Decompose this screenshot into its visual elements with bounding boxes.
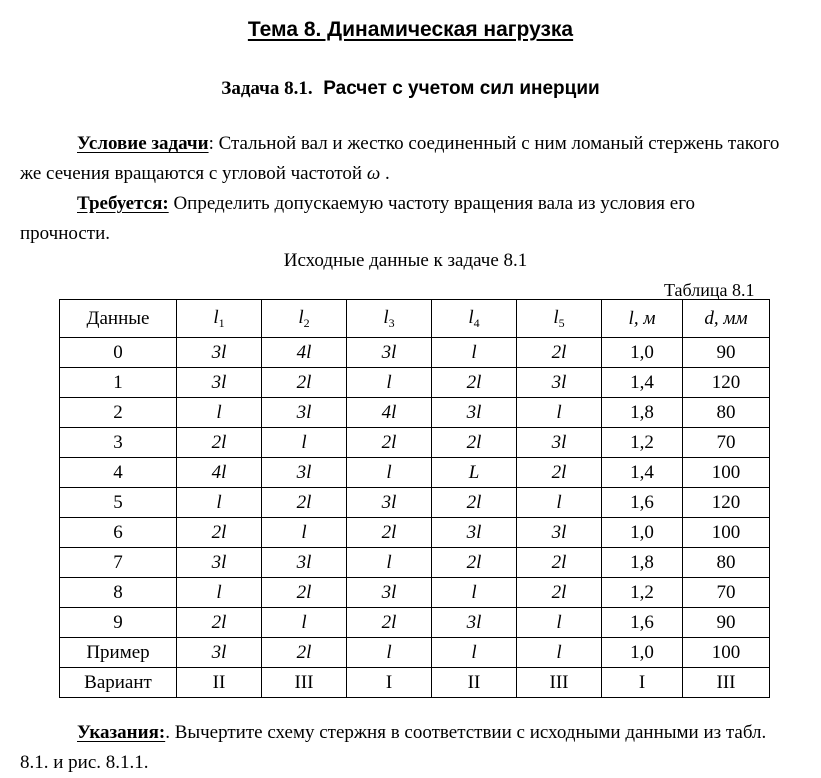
table-cell: 3l: [432, 608, 517, 638]
table-cell: 3l: [262, 458, 347, 488]
table-cell: 3l: [177, 638, 262, 668]
table-cell: 80: [683, 548, 770, 578]
input-data-table: [59, 299, 770, 698]
task-name: Расчет с учетом сил инерции: [323, 78, 600, 99]
table-cell: 2l: [517, 458, 602, 488]
table-cell: l: [262, 428, 347, 458]
table-cell: 3l: [262, 398, 347, 428]
table-cell: l: [262, 608, 347, 638]
table-body: [60, 338, 770, 698]
table-cell: I: [347, 668, 432, 698]
header-l-m: l, м: [602, 300, 683, 338]
table-cell: 2l: [177, 608, 262, 638]
table-cell: l: [177, 398, 262, 428]
table-row: [60, 338, 770, 368]
table-cell: 100: [683, 518, 770, 548]
table-cell: 4l: [177, 458, 262, 488]
table-cell: l: [432, 578, 517, 608]
table-cell: 1,4: [602, 458, 683, 488]
table-cell: III: [517, 668, 602, 698]
table-caption: Исходные данные к задаче 8.1: [283, 250, 528, 271]
table-cell: 100: [683, 458, 770, 488]
table-cell: 2l: [432, 428, 517, 458]
table-cell: 70: [683, 578, 770, 608]
table-cell: 2l: [347, 518, 432, 548]
table-cell: l: [517, 608, 602, 638]
table-cell: l: [177, 578, 262, 608]
row-label-cell: 8: [60, 578, 177, 608]
requirement-text: Определить допускаемую частоту вращения вала из условия его прочности.: [20, 193, 696, 244]
table-cell: l: [347, 368, 432, 398]
condition-label: Условие задачи: [77, 133, 209, 154]
condition-text: : Стальной вал и жестко соединенный с ним ломаный стержень такого же сечения вращаются с угловой частотой: [20, 133, 780, 184]
table-cell: 3l: [517, 518, 602, 548]
condition-paragraph: [20, 129, 780, 189]
condition-end: .: [380, 163, 390, 184]
topic-title: Тема 8. Динамическая нагрузка: [247, 18, 574, 41]
table-cell: 100: [683, 638, 770, 668]
table-cell: 2l: [262, 578, 347, 608]
table-cell: 1,6: [602, 488, 683, 518]
instructions-text: . Вычертите схему стержня в соответствии с исходными данными из табл. 8.1. и рис. 8.1.1.: [20, 722, 767, 773]
table-number: Таблица 8.1: [664, 280, 755, 300]
row-label-cell: 7: [60, 548, 177, 578]
table-cell: 1,0: [602, 518, 683, 548]
table-cell: 3l: [177, 548, 262, 578]
instructions-label: Указания:: [77, 722, 166, 743]
task-number: Задача 8.1.: [221, 78, 313, 99]
row-label-cell: Вариант: [60, 668, 177, 698]
table-row: [60, 428, 770, 458]
table-cell: 1,8: [602, 398, 683, 428]
row-label-cell: 0: [60, 338, 177, 368]
table-cell: 80: [683, 398, 770, 428]
table-cell: L: [432, 458, 517, 488]
table-cell: 3l: [177, 338, 262, 368]
row-label-cell: 4: [60, 458, 177, 488]
table-row: [60, 488, 770, 518]
header-l5: $l_5$: [517, 300, 602, 338]
task-title: [0, 78, 821, 100]
table-cell: l: [177, 488, 262, 518]
table-cell: 2l: [432, 488, 517, 518]
table-cell: 90: [683, 608, 770, 638]
table-row: [60, 518, 770, 548]
table-cell: 2l: [262, 488, 347, 518]
instructions-paragraph: [20, 718, 795, 778]
table-cell: 2l: [432, 368, 517, 398]
header-l1: $l_1$: [177, 300, 262, 338]
table-cell: 70: [683, 428, 770, 458]
table-row: [60, 548, 770, 578]
table-header-row: [60, 300, 770, 338]
requirement-paragraph: [20, 189, 780, 249]
table-cell: 3l: [262, 548, 347, 578]
row-label-cell: 1: [60, 368, 177, 398]
table-cell: l: [347, 458, 432, 488]
table-cell: 90: [683, 338, 770, 368]
table-cell: l: [517, 488, 602, 518]
table-cell: 2l: [177, 518, 262, 548]
table-row: [60, 578, 770, 608]
row-label-cell: 2: [60, 398, 177, 428]
table-cell: 2l: [262, 368, 347, 398]
table-cell: 4l: [262, 338, 347, 368]
table-cell: 3l: [432, 398, 517, 428]
table-cell: 3l: [177, 368, 262, 398]
table-cell: 1,2: [602, 578, 683, 608]
table-cell: 3l: [347, 578, 432, 608]
table-cell: III: [262, 668, 347, 698]
table-cell: 2l: [347, 428, 432, 458]
row-label-cell: Пример: [60, 638, 177, 668]
header-data: Данные: [60, 300, 177, 338]
table-cell: 3l: [432, 518, 517, 548]
table-cell: 1,4: [602, 368, 683, 398]
table-cell: 2l: [517, 548, 602, 578]
table-row: [60, 368, 770, 398]
table-cell: 2l: [432, 548, 517, 578]
requirement-label: Требуется:: [77, 193, 169, 214]
table-cell: 2l: [517, 578, 602, 608]
table-cell: 120: [683, 488, 770, 518]
row-label-cell: 3: [60, 428, 177, 458]
table-cell: 1,0: [602, 338, 683, 368]
table-cell: 3l: [347, 338, 432, 368]
table-cell: l: [347, 638, 432, 668]
table-row: [60, 668, 770, 698]
row-label-cell: 5: [60, 488, 177, 518]
table-row: [60, 638, 770, 668]
header-l4: $l_4$: [432, 300, 517, 338]
table-row: [60, 608, 770, 638]
table-cell: II: [432, 668, 517, 698]
row-label-cell: 6: [60, 518, 177, 548]
table-cell: I: [602, 668, 683, 698]
header-d-mm: d, мм: [683, 300, 770, 338]
table-cell: 1,0: [602, 638, 683, 668]
table-cell: II: [177, 668, 262, 698]
table-cell: 3l: [517, 368, 602, 398]
table-row: [60, 458, 770, 488]
table-cell: l: [262, 518, 347, 548]
table-cell: l: [432, 338, 517, 368]
table-cell: 3l: [347, 488, 432, 518]
table-cell: l: [432, 638, 517, 668]
table-cell: III: [683, 668, 770, 698]
table-cell: 1,2: [602, 428, 683, 458]
table-cell: 2l: [177, 428, 262, 458]
table-cell: 2l: [517, 338, 602, 368]
table-cell: 1,8: [602, 548, 683, 578]
table-cell: l: [347, 548, 432, 578]
table-cell: 120: [683, 368, 770, 398]
table-cell: l: [517, 398, 602, 428]
table-cell: l: [517, 638, 602, 668]
table-cell: 3l: [517, 428, 602, 458]
row-label-cell: 9: [60, 608, 177, 638]
header-l2: $l_2$: [262, 300, 347, 338]
table-row: [60, 398, 770, 428]
table-cell: 4l: [347, 398, 432, 428]
table-cell: 1,6: [602, 608, 683, 638]
table-cell: 2l: [262, 638, 347, 668]
header-l3: $l_3$: [347, 300, 432, 338]
table-cell: 2l: [347, 608, 432, 638]
omega-symbol: ω: [366, 163, 381, 184]
